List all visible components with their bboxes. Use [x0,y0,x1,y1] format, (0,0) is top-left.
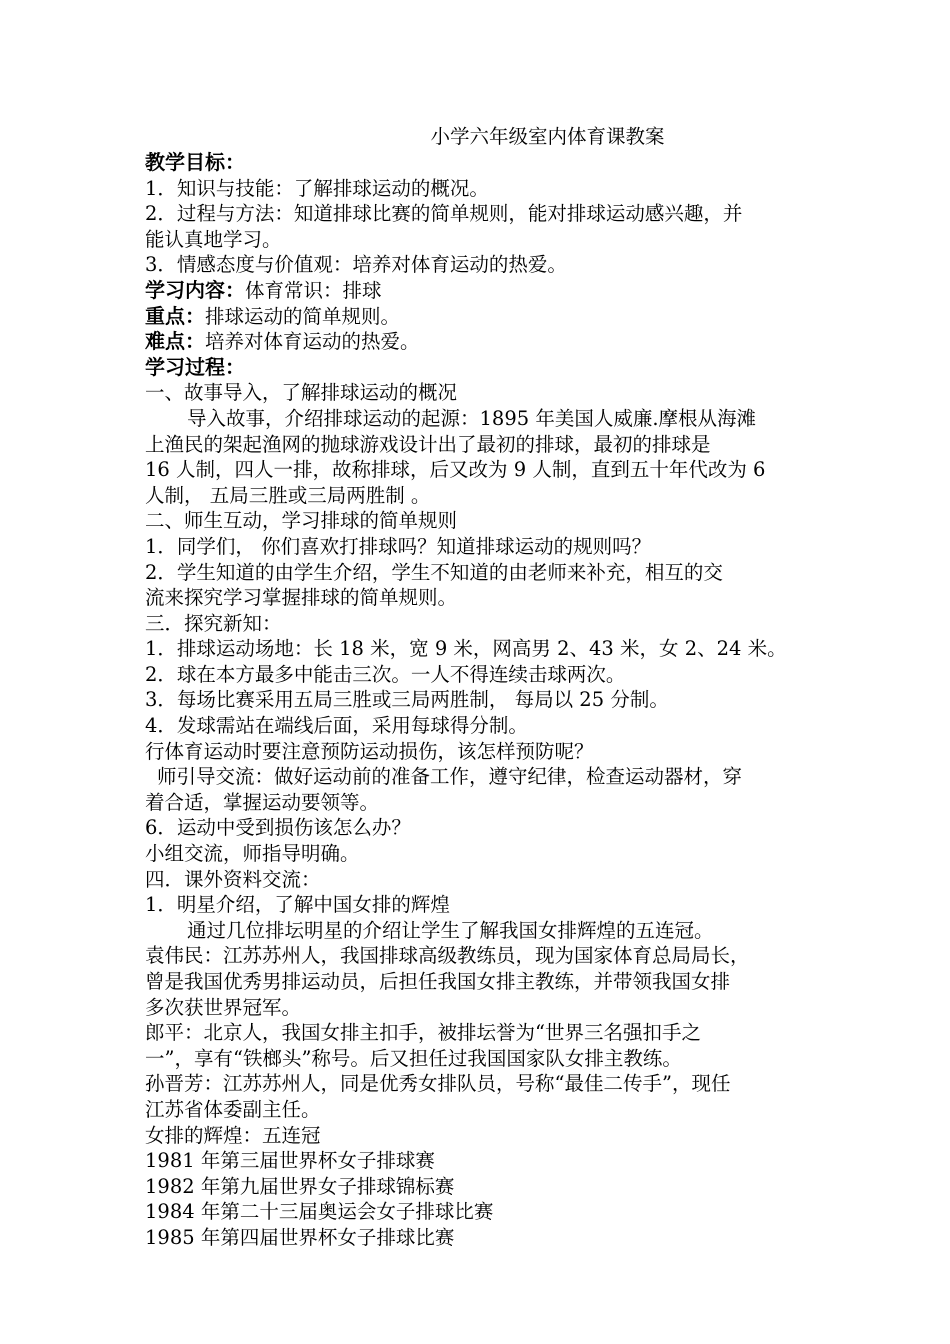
process-line: 师引导交流：做好运动前的准备工作，遵守纪律，检查运动器材，穿 [157,765,743,789]
process-line: 1．同学们， 你们喜欢打排球吗？知道排球运动的规则吗？ [145,534,652,558]
objective-line: 能认真地学习。 [145,227,282,251]
process-line: 多次获世界冠军。 [145,995,302,1019]
process-line: 人制， 五局三胜或三局两胜制 。 [145,483,431,507]
process-line: 四．课外资料交流： [145,867,321,891]
process-line: 曾是我国优秀男排运动员，后担任我国女排主教练，并带领我国女排 [145,970,731,993]
process-line: 通过几位排坛明星的介绍让学生了解我国女排辉煌的五连冠。 [187,918,714,942]
content-label: 学习内容： [145,277,245,302]
process-line: 1982 年第九届世界女子排球锦标赛 [145,1174,455,1198]
process-line: 二、师生互动，学习排球的简单规则 [145,509,458,533]
process-line: 2．球在本方最多中能击三次。一人不得连续击球两次。 [145,662,626,686]
process-line: 3．每场比赛采用五局三胜或三局两胜制， 每局以 25 分制。 [145,688,669,712]
objective-line: 3．情感态度与价值观：培养对体育运动的热爱。 [145,253,567,277]
process-line: 三．探究新知： [145,611,282,635]
difficulty-line [145,329,810,355]
process-line: 郎平：北京人，我国女排主扣手，被排坛誉为“世界三名强扣手之 [145,1021,701,1045]
process-line: 流来探究学习掌握排球的简单规则。 [145,586,458,610]
difficulty-text: 培养对体育运动的热爱。 [205,330,420,354]
key-point-line [145,304,810,330]
process-line: 小组交流，师指导明确。 [145,842,360,866]
process-line: 行体育运动时要注意预防运动损伤，该怎样预防呢？ [145,739,594,763]
process-line: 1．排球运动场地：长 18 米，宽 9 米，网高男 2、43 米，女 2、24 米。 [145,637,787,661]
difficulty-label: 难点： [145,329,205,354]
process-line: 1985 年第四届世界杯女子排球比赛 [145,1225,455,1249]
content-line [145,278,810,304]
process-line: 1984 年第二十三届奥运会女子排球比赛 [145,1200,494,1224]
process-line: 导入故事，介绍排球运动的起源：1895 年美国人威廉.摩根从海滩 [187,406,757,430]
process-line: 袁伟民：江苏苏州人，我国排球高级教练员，现为国家体育总局局长， [145,944,750,968]
process-heading: 学习过程： [145,354,245,379]
process-line: 6．运动中受到损伤该怎么办？ [145,816,411,840]
process-line: 江苏省体委副主任。 [145,1097,321,1121]
process-line: 一”，享有“铁榔头”称号。后又担任过我国国家队女排主教练。 [145,1046,682,1070]
content-text: 体育常识：排球 [245,278,382,302]
objectives-heading: 教学目标： [145,150,245,174]
process-line: 着合适，掌握运动要领等。 [145,790,380,814]
process-line: 1981 年第三届世界杯女子排球赛 [145,1149,435,1173]
objective-line: 1．知识与技能：了解排球运动的概况。 [145,176,489,200]
page-title: 小学六年级室内体育课教案 [430,125,665,148]
objective-line: 2．过程与方法：知道排球比赛的简单规则，能对排球运动感兴趣，并 [145,202,743,226]
process-line: 2．学生知道的由学生介绍，学生不知道的由老师来补充，相互的交 [145,560,723,584]
process-line: 上渔民的架起渔网的抛球游戏设计出了最初的排球，最初的排球是 [145,432,711,456]
key-point-label: 重点： [145,303,205,328]
key-point-text: 排球运动的简单规则。 [205,304,401,328]
process-line: 孙晋芳：江苏苏州人，同是优秀女排队员，号称“最佳二传手”，现任 [145,1072,731,1096]
process-line: 一、故事导入，了解排球运动的概况 [145,381,458,405]
process-line: 16 人制，四人一排，故称排球，后又改为 9 人制，直到五十年代改为 6 [145,458,766,482]
process-line: 4．发球需站在端线后面，采用每球得分制。 [145,714,528,738]
process-line: 1．明星介绍，了解中国女排的辉煌 [145,893,450,917]
process-line: 女排的辉煌：五连冠 [145,1123,321,1147]
document-page [145,124,810,1251]
